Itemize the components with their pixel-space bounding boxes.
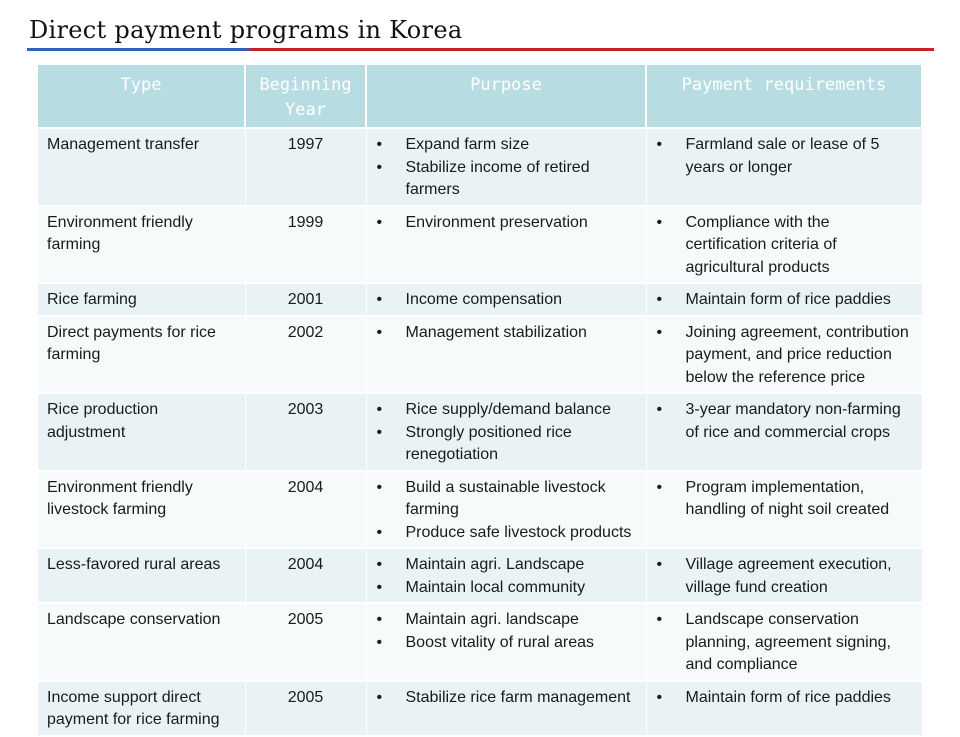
list-item: • Build a sustainable livestock farming [376,477,638,522]
table-row [38,393,922,471]
requirements-list [656,609,914,677]
cell-type: Environment friendly farming [38,206,245,284]
list-item: • Boost vitality of rural areas [376,632,638,655]
requirements-list [656,687,914,710]
cell-year: 2004 [245,548,366,603]
cell-requirements [646,681,922,736]
cell-year: 2001 [245,283,366,316]
list-item: • Stabilize rice farm management [376,687,638,710]
cell-requirements [646,471,922,549]
requirements-list [656,289,914,312]
cell-type: Environment friendly livestock farming [38,471,245,549]
cell-type: Rice farming [38,283,245,316]
requirements-list [656,134,914,179]
cell-purpose [366,316,646,394]
table-body [38,128,922,736]
table-row [38,471,922,549]
cell-type: Rice production adjustment [38,393,245,471]
cell-year: 2003 [245,393,366,471]
programs-table [38,65,923,737]
cell-type: Less-favored rural areas [38,548,245,603]
list-item: • Income compensation [376,289,638,312]
list-item: • Management stabilization [376,322,638,345]
title-underline [27,48,934,51]
purpose-list [376,289,638,312]
cell-purpose [366,471,646,549]
list-item: • Maintain form of rice paddies [656,687,914,710]
purpose-list [376,212,638,235]
table-row [38,548,922,603]
cell-purpose [366,603,646,681]
list-item: • Maintain form of rice paddies [656,289,914,312]
purpose-list [376,477,638,545]
table-row [38,316,922,394]
cell-requirements [646,603,922,681]
list-item: • 3-year mandatory non-farming of rice and commercial crops [656,399,914,444]
list-item: • Farmland sale or lease of 5 years or longer [656,134,914,179]
list-item: • Expand farm size [376,134,638,157]
table-row [38,283,922,316]
header-requirements: Payment requirements [646,65,922,128]
requirements-list [656,554,914,599]
requirements-list [656,399,914,444]
list-item: • Program implementation, handling of night soil created [656,477,914,522]
list-item: • Maintain agri. Landscape [376,554,638,577]
list-item: • Maintain agri. landscape [376,609,638,632]
list-item: • Rice supply/demand balance [376,399,638,422]
cell-requirements [646,283,922,316]
cell-type: Income support direct payment for rice farming [38,681,245,736]
table-row [38,681,922,736]
cell-type: Direct payments for rice farming [38,316,245,394]
list-item: • Landscape conservation planning, agreement signing, and compliance [656,609,914,677]
table-row [38,128,922,206]
header-purpose: Purpose [366,65,646,128]
list-item: • Maintain local community [376,577,638,600]
purpose-list [376,322,638,345]
list-item: • Compliance with the certification criteria of agricultural products [656,212,914,280]
cell-requirements [646,548,922,603]
cell-year: 2004 [245,471,366,549]
table-row [38,206,922,284]
list-item: • Strongly positioned rice renegotiation [376,422,638,467]
list-item: • Produce safe livestock products [376,522,638,545]
purpose-list [376,554,638,599]
header-year: Beginning Year [245,65,366,128]
cell-type: Landscape conservation [38,603,245,681]
cell-year: 2005 [245,603,366,681]
cell-requirements [646,128,922,206]
purpose-list [376,134,638,202]
cell-year: 2005 [245,681,366,736]
purpose-list [376,687,638,710]
header-type: Type [38,65,245,128]
requirements-list [656,477,914,522]
cell-requirements [646,316,922,394]
cell-purpose [366,128,646,206]
table-row [38,603,922,681]
cell-type: Management transfer [38,128,245,206]
header-row [38,65,922,128]
list-item: • Environment preservation [376,212,638,235]
cell-purpose [366,206,646,284]
list-item: • Joining agreement, contribution payment, and price reduction below the reference price [656,322,914,390]
cell-purpose [366,681,646,736]
list-item: • Stabilize income of retired farmers [376,157,638,202]
cell-purpose [366,393,646,471]
cell-year: 1999 [245,206,366,284]
cell-purpose [366,283,646,316]
purpose-list [376,609,638,654]
purpose-list [376,399,638,467]
requirements-list [656,322,914,390]
cell-purpose [366,548,646,603]
slide-title: Direct payment programs in Korea [29,16,463,44]
requirements-list [656,212,914,280]
cell-requirements [646,206,922,284]
list-item: • Village agreement execution, village fund creation [656,554,914,599]
cell-year: 2002 [245,316,366,394]
cell-requirements [646,393,922,471]
cell-year: 1997 [245,128,366,206]
